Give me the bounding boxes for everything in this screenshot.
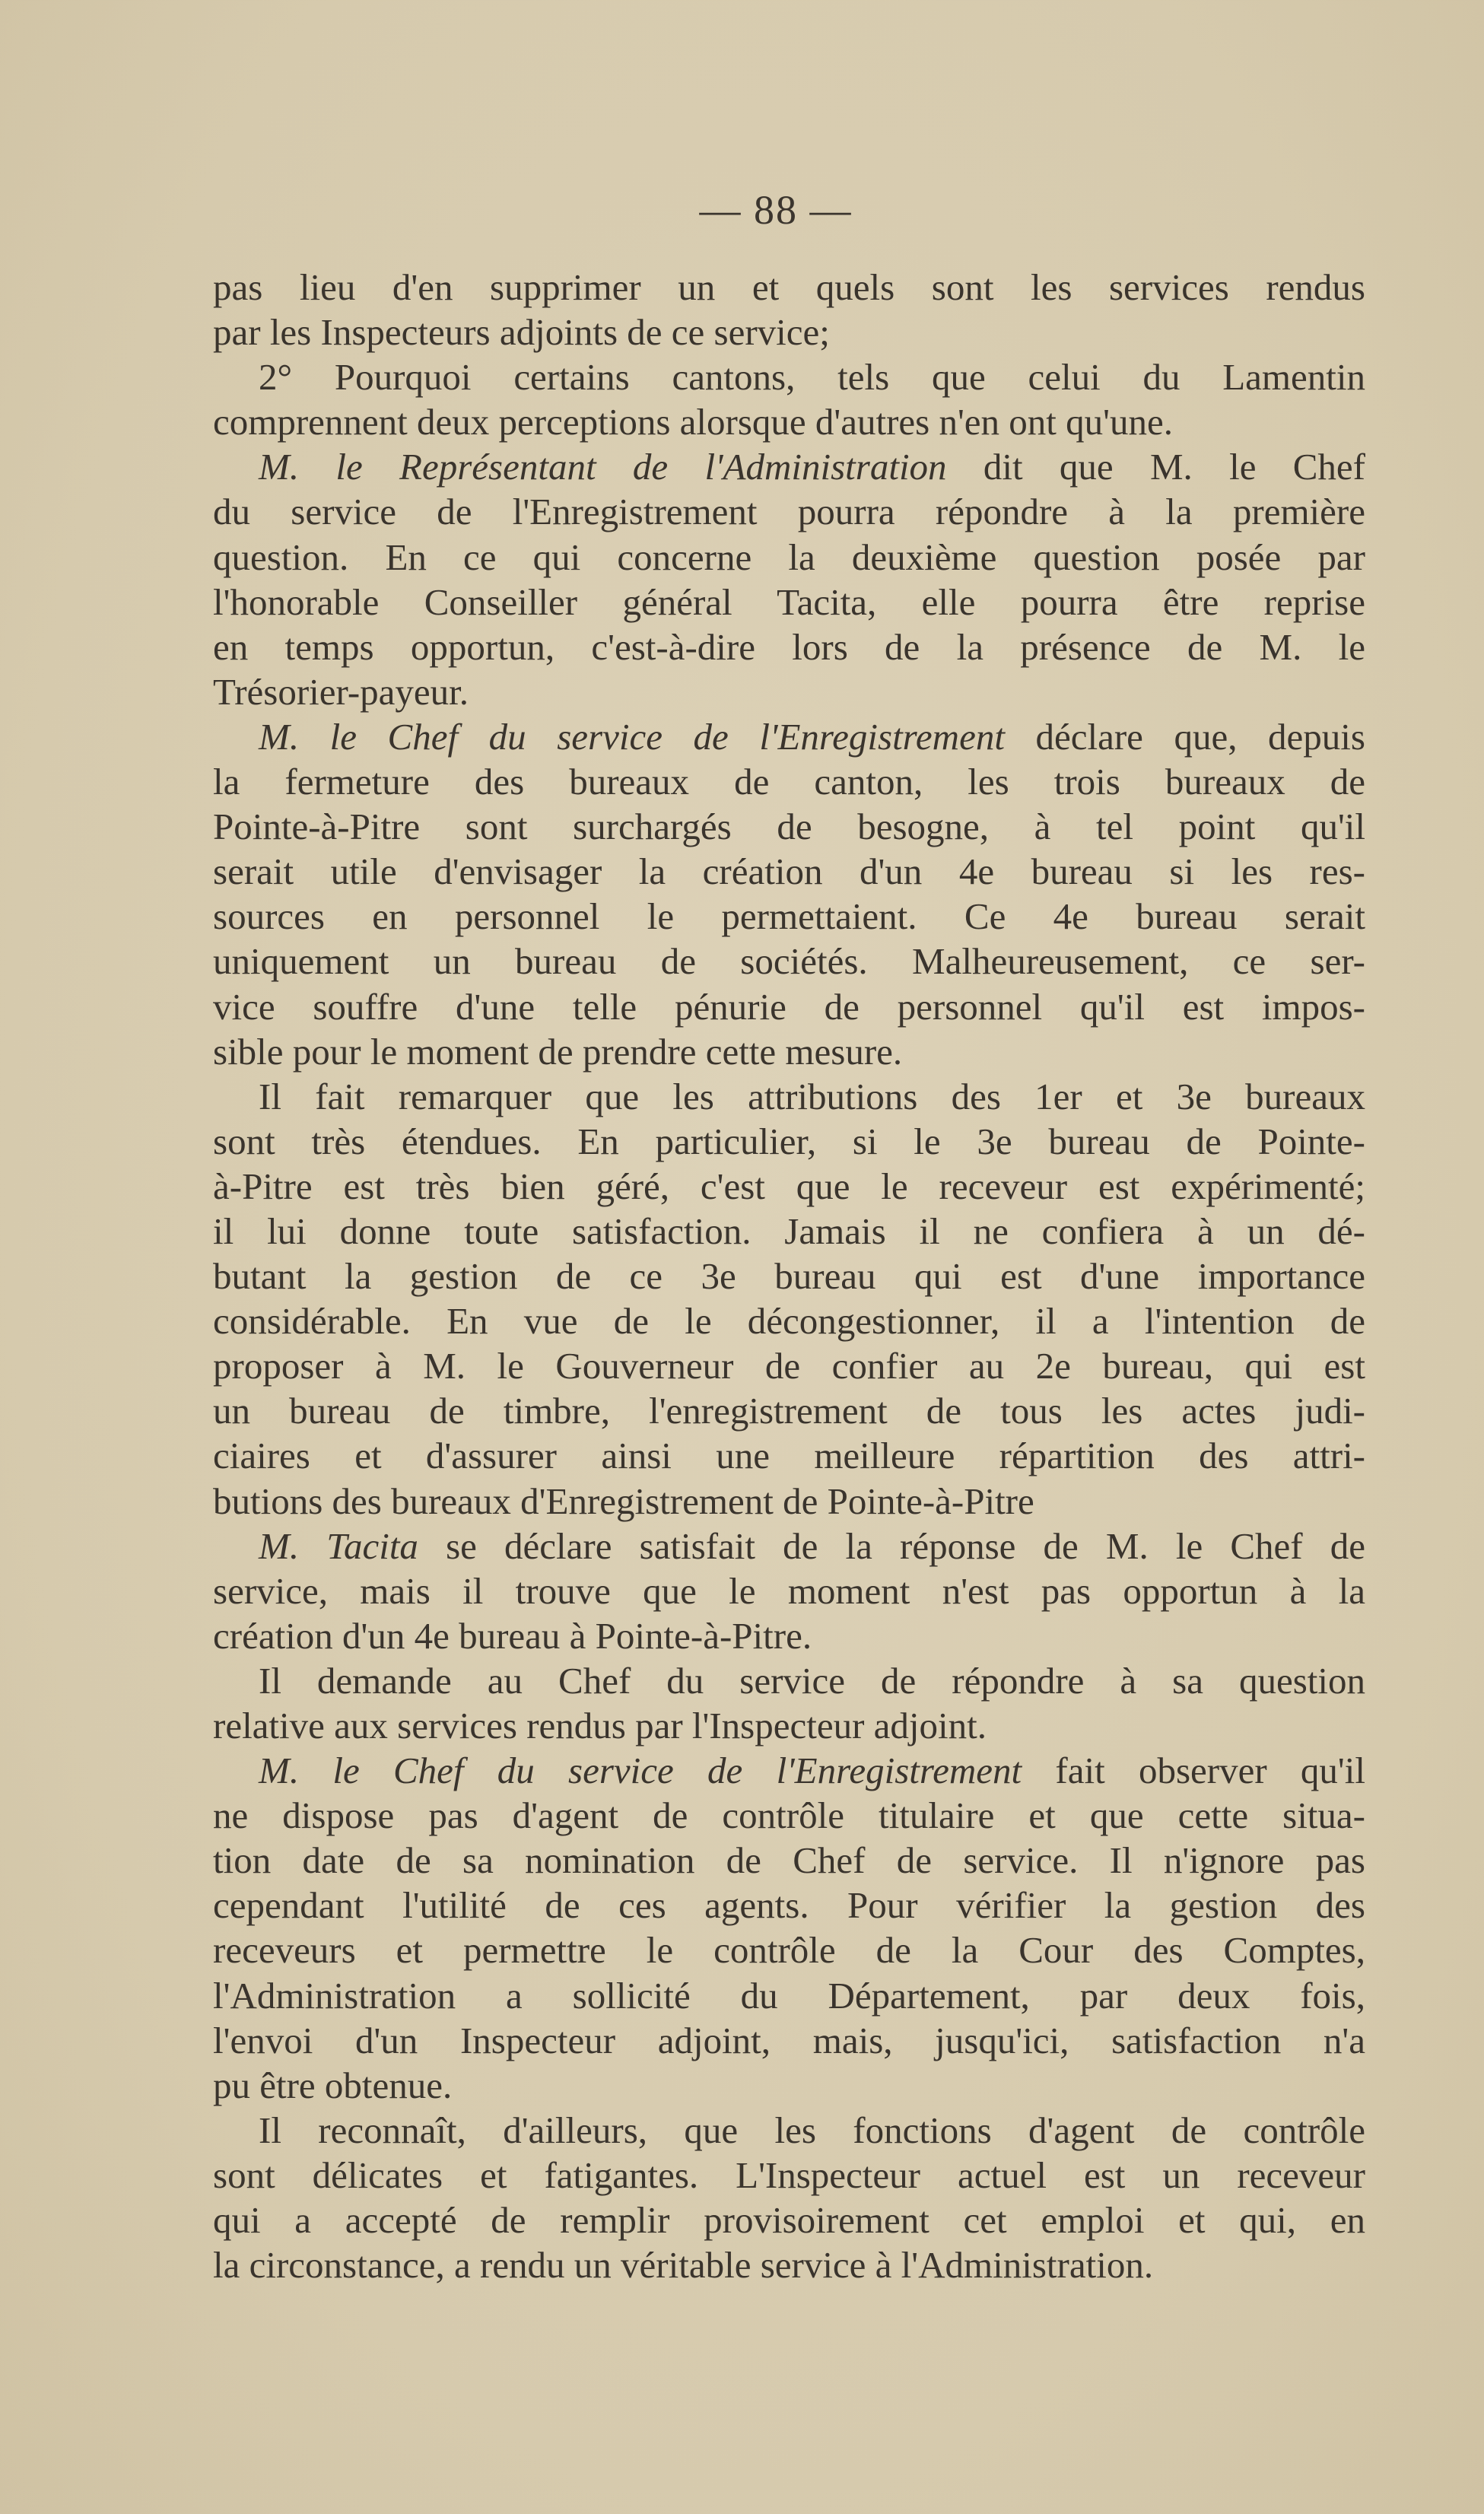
text-line bbox=[213, 2063, 1365, 2108]
text-line bbox=[213, 1479, 1365, 1524]
text-segment: considérable. En vue de le décongestionner, il a l'intention de bbox=[213, 1300, 1365, 1343]
text-line bbox=[213, 2108, 1365, 2153]
text-line bbox=[213, 1298, 1365, 1343]
text-segment: en temps opportun, c'est-à-dire lors de la présence de M. le bbox=[213, 625, 1365, 668]
text-segment: relative aux services rendus par l'Inspecteur adjoint. bbox=[213, 1705, 987, 1746]
text-line bbox=[213, 1119, 1365, 1164]
text-line bbox=[213, 1074, 1365, 1119]
text-line bbox=[213, 1838, 1365, 1883]
text-segment: butant la gestion de ce 3e bureau qui est d'une importance bbox=[213, 1255, 1365, 1298]
text-line bbox=[213, 759, 1365, 804]
text-segment: l'envoi d'un Inspecteur adjoint, mais, jusqu'ici, satisfaction n'a bbox=[213, 2019, 1365, 2061]
text-segment: vice souffre d'une telle pénurie de personnel qu'il est impos- bbox=[213, 985, 1365, 1028]
text-line bbox=[213, 1883, 1365, 1928]
text-line bbox=[213, 2242, 1365, 2287]
speaker-name: M. le Chef du service de l'Enregistrement bbox=[259, 715, 1005, 758]
text-segment: proposer à M. le Gouverneur de confier au 2e bureau, qui est bbox=[213, 1345, 1365, 1387]
text-line bbox=[213, 535, 1365, 580]
text-segment: receveurs et permettre le contrôle de la Cour des Comptes, bbox=[213, 1929, 1365, 1972]
text-segment: l'Administration a sollicité du Département, par deux fois, bbox=[213, 1974, 1365, 2017]
text-line bbox=[213, 1029, 1365, 1074]
text-segment: Trésorier-payeur. bbox=[213, 670, 469, 713]
text-line bbox=[213, 489, 1365, 534]
text-segment: uniquement un bureau de sociétés. Malheureusement, ce ser- bbox=[213, 940, 1365, 983]
text-line bbox=[213, 849, 1365, 894]
text-segment: pu être obtenue. bbox=[213, 2064, 453, 2106]
text-segment: butions des bureaux d'Enregistrement de Pointe-à-Pitre bbox=[213, 1479, 1034, 1522]
text-segment: la fermeture des bureaux de canton, les trois bureaux de bbox=[213, 761, 1365, 803]
document-body bbox=[213, 265, 1365, 2287]
text-line bbox=[213, 1748, 1365, 1793]
text-line bbox=[213, 669, 1365, 714]
text-line bbox=[213, 939, 1365, 984]
text-segment: comprennent deux perceptions alorsque d'autres n'en ont qu'une. bbox=[213, 401, 1173, 443]
text-segment: service, mais il trouve que le moment n'est pas opportun à la bbox=[213, 1569, 1365, 1612]
text-line bbox=[213, 1164, 1365, 1209]
text-line bbox=[213, 1793, 1365, 1838]
text-segment: se déclare satisfait de la réponse de M. le Chef de bbox=[418, 1524, 1365, 1567]
text-line bbox=[213, 1343, 1365, 1388]
text-line bbox=[213, 2198, 1365, 2242]
text-line bbox=[213, 1973, 1365, 2018]
text-segment: sont délicates et fatigantes. L'Inspecteur actuel est un receveur bbox=[213, 2153, 1365, 2196]
text-line bbox=[213, 714, 1365, 759]
text-line bbox=[213, 1254, 1365, 1298]
text-segment: ne dispose pas d'agent de contrôle titulaire et que cette situa- bbox=[213, 1794, 1365, 1837]
text-segment: sources en personnel le permettaient. Ce 4e bureau serait bbox=[213, 895, 1365, 938]
text-line bbox=[213, 1388, 1365, 1433]
text-segment: qui a accepté de remplir provisoirement cet emploi et qui, en bbox=[213, 2199, 1365, 2242]
text-line bbox=[213, 625, 1365, 669]
text-line bbox=[213, 1703, 1365, 1748]
page-number: — 88 — bbox=[699, 187, 853, 233]
text-segment: la circonstance, a rendu un véritable service à l'Administration. bbox=[213, 2244, 1154, 2287]
text-segment: Pointe-à-Pitre sont surchargés de besogne, à tel point qu'il bbox=[213, 806, 1365, 848]
text-segment: fait observer qu'il bbox=[1022, 1750, 1365, 1792]
text-segment: du service de l'Enregistrement pourra répondre à la première bbox=[213, 491, 1365, 533]
text-segment: il lui donne toute satisfaction. Jamais il ne confiera à un dé- bbox=[213, 1209, 1365, 1252]
text-line bbox=[213, 399, 1365, 444]
text-line bbox=[213, 354, 1365, 399]
text-line bbox=[213, 444, 1365, 489]
text-segment: dit que M. le Chef bbox=[946, 446, 1365, 488]
text-segment: l'honorable Conseiller général Tacita, elle pourra être reprise bbox=[213, 580, 1365, 623]
speaker-name: M. le Représentant de l'Administration bbox=[259, 446, 947, 488]
text-segment: à-Pitre est très bien géré, c'est que le receveur est expérimenté; bbox=[213, 1165, 1365, 1207]
text-line bbox=[213, 2018, 1365, 2063]
text-segment: question. En ce qui concerne la deuxième question posée par bbox=[213, 536, 1365, 578]
text-line bbox=[213, 1209, 1365, 1254]
text-segment: pas lieu d'en supprimer un et quels sont les services rendus bbox=[213, 266, 1365, 308]
text-line bbox=[213, 580, 1365, 625]
text-segment: sont très étendues. En particulier, si le 3e bureau de Pointe- bbox=[213, 1120, 1365, 1162]
speaker-name: M. le Chef du service de l'Enregistrement bbox=[259, 1750, 1022, 1792]
text-segment: déclare que, depuis bbox=[1004, 715, 1365, 758]
text-line bbox=[213, 804, 1365, 849]
text-line bbox=[213, 1658, 1365, 1703]
text-segment: 2° Pourquoi certains cantons, tels que celui du Lamentin bbox=[259, 356, 1365, 399]
text-segment: tion date de sa nomination de Chef de service. Il n'ignore pas bbox=[213, 1839, 1365, 1882]
text-line bbox=[213, 1524, 1365, 1568]
text-line bbox=[213, 265, 1365, 310]
text-line bbox=[213, 1928, 1365, 1972]
text-line bbox=[213, 1568, 1365, 1613]
text-line bbox=[213, 1433, 1365, 1478]
text-segment: création d'un 4e bureau à Pointe-à-Pitre. bbox=[213, 1614, 812, 1657]
text-segment: Il fait remarquer que les attributions des 1er et 3e bureaux bbox=[259, 1075, 1365, 1117]
text-segment: serait utile d'envisager la création d'un 4e bureau si les res- bbox=[213, 850, 1365, 893]
text-segment: un bureau de timbre, l'enregistrement de tous les actes judi- bbox=[213, 1390, 1365, 1432]
text-line bbox=[213, 310, 1365, 354]
text-line bbox=[213, 2153, 1365, 2198]
text-segment: cependant l'utilité de ces agents. Pour vérifier la gestion des bbox=[213, 1884, 1365, 1927]
text-line bbox=[213, 984, 1365, 1029]
text-segment: ciaires et d'assurer ainsi une meilleure répartition des attri- bbox=[213, 1435, 1365, 1477]
text-line bbox=[213, 1613, 1365, 1658]
text-segment: Il demande au Chef du service de répondre à sa question bbox=[259, 1659, 1365, 1702]
speaker-name: M. Tacita bbox=[259, 1524, 418, 1567]
text-segment: Il reconnaît, d'ailleurs, que les fonctions d'agent de contrôle bbox=[259, 2109, 1365, 2151]
text-segment: par les Inspecteurs adjoints de ce service; bbox=[213, 311, 830, 354]
text-line bbox=[213, 894, 1365, 939]
text-segment: sible pour le moment de prendre cette mesure. bbox=[213, 1030, 903, 1073]
